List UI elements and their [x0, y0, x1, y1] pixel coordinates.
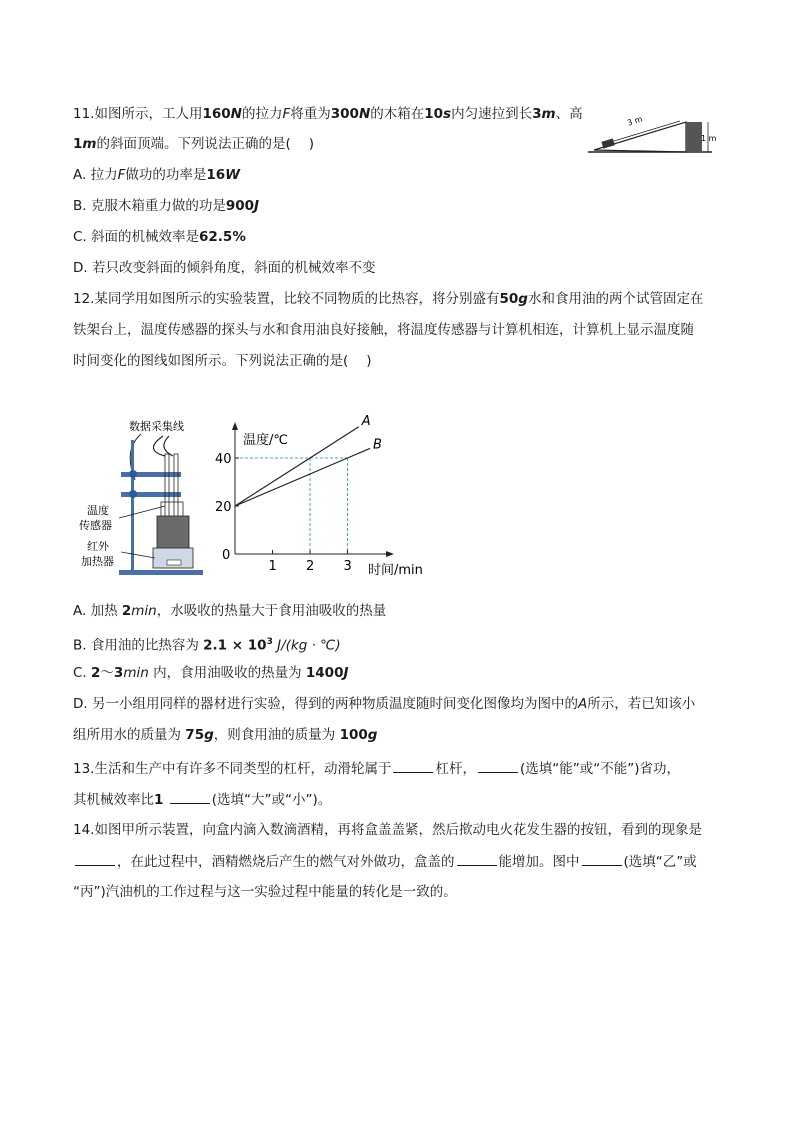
x-tick-label: 1 — [268, 559, 277, 574]
q14-line2: ，在此过程中，酒精燃烧后产生的燃气对外做功，盒盖的 能增加。图中 (选填“乙”或 — [73, 851, 697, 872]
heater-label-1: 红外 — [87, 540, 109, 553]
q11-line1: 11.如图所示，工人用160N的拉力F将重为300N的木箱在10s内匀速拉到长3m、高 — [73, 106, 583, 122]
q14-line3: “丙”)汽油机的工作过程与这一实验过程中能量的转化是一致的。 — [73, 884, 457, 900]
apparatus-figure — [73, 410, 213, 585]
q11-line2: 1m的斜面顶端。下列说法正确的是( ) — [73, 136, 315, 152]
y-tick-label: 40 — [215, 452, 232, 467]
y-tick-label: 20 — [215, 500, 232, 515]
q12-line2: 铁架台上，温度传感器的探头与水和食用油良好接触，将温度传感器与计算机相连，计算机上显示温度随 — [73, 322, 694, 338]
q11-option-a: A. 拉力F做功的功率是16W — [73, 167, 241, 183]
answer-blank[interactable] — [393, 758, 433, 773]
q13-line1: 13.生活和生产中有许多不同类型的杠杆，动滑轮属于 杠杆， (选填“能”或“不能”)省功， — [73, 758, 680, 779]
q11-option-d: D. 若只改变斜面的倾斜角度，斜面的机械效率不变 — [73, 260, 376, 276]
q12-option-b: B. 食用油的比热容为 $2.1 \times 10^3$ J/(kg · ℃) — [73, 637, 341, 654]
answer-blank[interactable] — [75, 851, 115, 866]
q12-line1: 12.某同学用如图所示的实验装置，比较不同物质的比热容，将分别盛有50g水和食用油的两个试管固定在 — [73, 291, 704, 307]
q12-option-d-line2: 组所用水的质量为 75g，则食用油的质量为 100g — [73, 727, 378, 743]
temperature-time-chart — [210, 412, 440, 584]
heater-label-2: 加热器 — [81, 555, 114, 568]
series-line-B — [235, 448, 370, 506]
sensor-label-1: 温度 — [87, 504, 109, 517]
q11-option-c: C. 斜面的机械效率是62.5% — [73, 229, 246, 245]
q12-option-a: A. 加热 2min，水吸收的热量大于食用油吸收的热量 — [73, 603, 387, 619]
incline-height-label: 1 m — [701, 134, 717, 143]
y-axis-label: 温度/℃ — [243, 433, 288, 448]
answer-blank[interactable] — [457, 851, 497, 866]
incline-figure — [588, 108, 724, 160]
x-tick-label: 2 — [306, 559, 315, 574]
y-tick-label: 0 — [222, 548, 231, 563]
q14-line1: 14.如图甲所示装置，向盒内滴入数滴酒精，再将盒盖盖紧，然后揿动电火花发生器的按钮，看到的现象是 — [73, 822, 702, 838]
q11-option-b: B. 克服木箱重力做的功是900J — [73, 198, 260, 214]
x-axis-label: 时间/min — [368, 563, 423, 578]
q12-option-c: C. 2～3min 内，食用油吸收的热量为 1400J — [73, 665, 349, 681]
incline-length-label: 3 m — [626, 114, 644, 128]
answer-blank[interactable] — [170, 789, 210, 804]
q12-option-d-line1: D. 另一小组用同样的器材进行实验，得到的两种物质温度随时间变化图像均为图中的A所示，若已知该小 — [73, 696, 696, 712]
sensor-label-2: 传感器 — [79, 519, 112, 532]
series-label-B: B — [373, 437, 382, 453]
answer-blank[interactable] — [478, 758, 518, 773]
series-label-A: A — [361, 413, 371, 429]
cable-label: 数据采集线 — [129, 420, 184, 433]
answer-blank[interactable] — [582, 851, 622, 866]
q13-line2: 其机械效率比1 (选填“大”或“小”)。 — [73, 789, 331, 810]
q12-line3: 时间变化的图线如图所示。下列说法正确的是( ) — [73, 353, 372, 369]
x-tick-label: 3 — [343, 559, 352, 574]
